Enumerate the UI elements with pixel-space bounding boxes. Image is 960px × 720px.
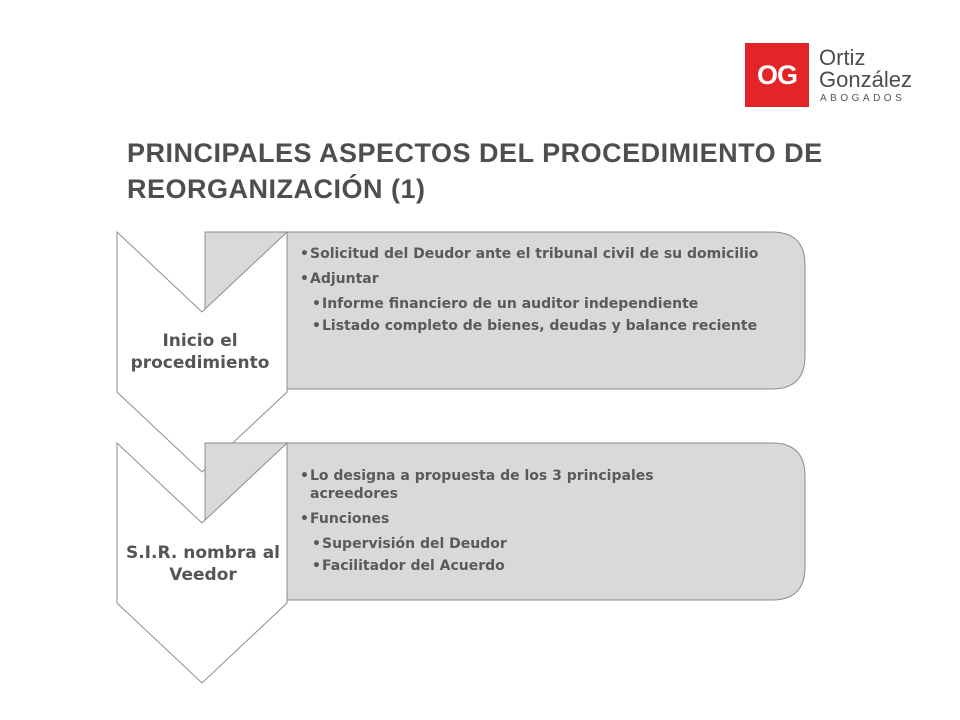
step-1-details	[300, 245, 780, 339]
step-2-subitem: • Supervisión del Deudor	[312, 535, 740, 553]
step-1-item: • Solicitud del Deudor ante el tribunal civil de su domicilio	[300, 245, 780, 263]
step-2-subitem: • Facilitador del Acuerdo	[312, 557, 740, 575]
step-2-item: • Lo designa a propuesta de los 3 principales acreedores	[300, 467, 740, 503]
logo-subtitle: ABOGADOS	[820, 93, 906, 104]
step-2-details	[300, 467, 740, 579]
logo-name-line1: Ortiz	[819, 45, 866, 70]
step-1-label: Inicio el procedimiento	[130, 331, 270, 373]
logo-mark: OG	[745, 43, 809, 107]
step-2-item: • Funciones	[300, 510, 740, 528]
logo-name-line2: González	[819, 67, 912, 92]
step-1-subitem: • Informe financiero de un auditor independiente	[312, 295, 780, 313]
step-1-subitem: • Listado completo de bienes, deudas y balance reciente	[312, 317, 780, 335]
slide-title: PRINCIPALES ASPECTOS DEL PROCEDIMIENTO DE REORGANIZACIÓN (1)	[127, 138, 823, 204]
step-1-item: • Adjuntar	[300, 270, 780, 288]
step-2-label: S.I.R. nombra al Veedor	[125, 543, 280, 585]
